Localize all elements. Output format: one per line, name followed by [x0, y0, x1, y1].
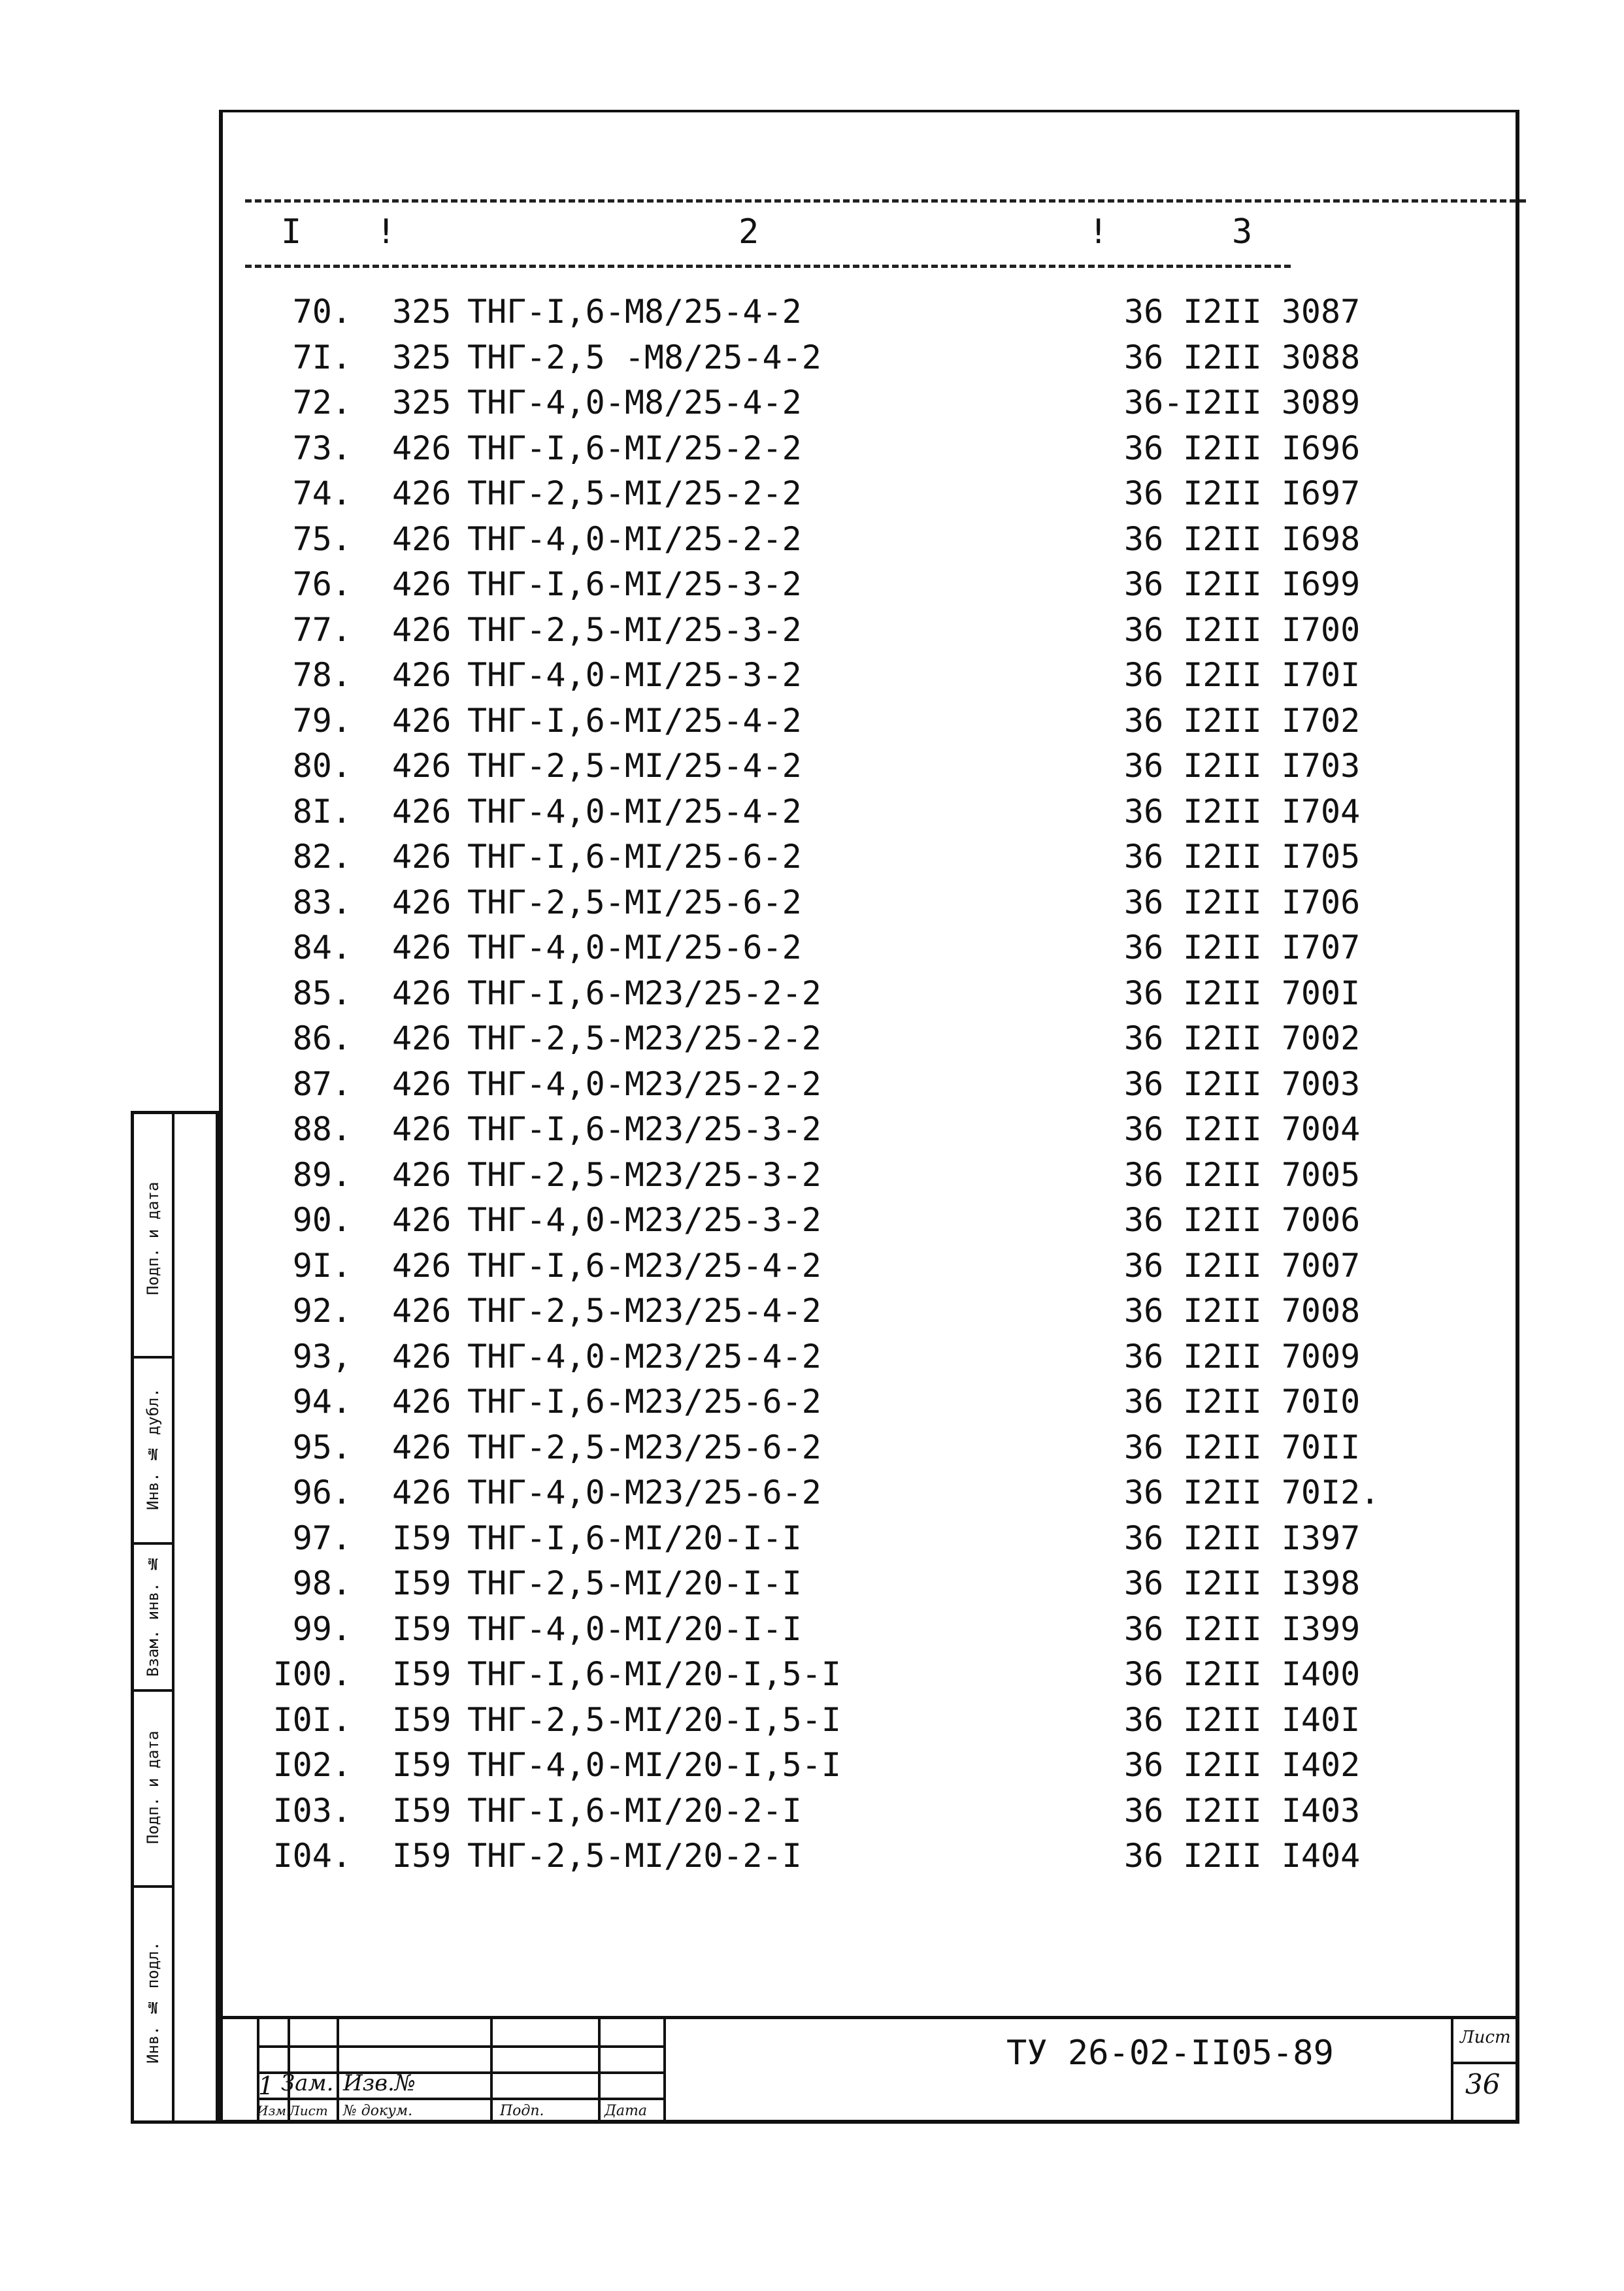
table-row	[0, 1564, 1624, 1610]
row-name: ТНГ-4,0-М23/25-3-2	[467, 1201, 821, 1239]
row-doc-number: 36 I2II I397	[1124, 1519, 1361, 1557]
row-name: ТНГ-2,5-М23/25-2-2	[467, 1019, 821, 1057]
row-name: ТНГ-I,6-МI/25-2-2	[467, 429, 802, 467]
row-code: 426	[392, 747, 452, 785]
row-name: ТНГ-4,0-МI/25-6-2	[467, 929, 802, 966]
row-doc-number: 36 I2II 7005	[1124, 1155, 1361, 1194]
row-number: 98.	[292, 1564, 352, 1602]
row-doc-number: 36 I2II 7007	[1124, 1246, 1361, 1285]
row-name: ТНГ-I,6-МI/20-I,5-I	[467, 1655, 841, 1693]
sheet-label: Лист	[1460, 2028, 1511, 2047]
row-number: 87.	[292, 1064, 352, 1103]
row-name: ТНГ-2,5 -М8/25-4-2	[467, 338, 821, 376]
row-code: I59	[392, 1655, 452, 1693]
row-number: 80.	[292, 747, 352, 785]
row-number: I00.	[273, 1655, 352, 1693]
row-doc-number: 36 I2II I699	[1124, 565, 1361, 603]
row-doc-number: 36 I2II I402	[1124, 1746, 1361, 1784]
table-row	[0, 1474, 1624, 1519]
row-code: 426	[392, 1428, 452, 1466]
row-doc-number: 36-I2II 3089	[1124, 384, 1361, 421]
row-number: 79.	[292, 701, 352, 740]
row-name: ТНГ-4,0-М23/25-2-2	[467, 1064, 821, 1103]
table-row	[0, 474, 1624, 520]
row-doc-number: 36 I2II I404	[1124, 1837, 1361, 1875]
row-number: 90.	[292, 1201, 352, 1239]
row-number: 86.	[292, 1019, 352, 1057]
row-code: 426	[392, 1155, 452, 1194]
table-row	[0, 1156, 1624, 1202]
row-doc-number: 36 I2II 7008	[1124, 1292, 1361, 1330]
row-number: I02.	[273, 1746, 352, 1784]
row-code: 426	[392, 519, 452, 558]
table-row	[0, 1837, 1624, 1883]
table-row	[0, 1792, 1624, 1838]
row-name: ТНГ-I,6-М23/25-6-2	[467, 1383, 821, 1421]
row-doc-number: 36 I2II 7002	[1124, 1019, 1361, 1057]
row-name: ТНГ-I,6-М23/25-2-2	[467, 974, 821, 1012]
table-row	[0, 338, 1624, 384]
col-sign: Подп.	[500, 2103, 544, 2119]
row-number: 73.	[292, 429, 352, 467]
row-name: ТНГ-I,6-М8/25-4-2	[467, 293, 802, 331]
row-doc-number: 36 I2II 700I	[1124, 974, 1361, 1012]
table-row	[0, 1338, 1624, 1383]
row-doc-number: 36 I2II I40I	[1124, 1700, 1361, 1739]
row-number: 99.	[292, 1609, 352, 1648]
row-number: 9I.	[292, 1246, 352, 1285]
table-row	[0, 1519, 1624, 1565]
side-label-dup-inv: Инв. № дубл.	[144, 1388, 162, 1510]
row-name: ТНГ-2,5-МI/25-3-2	[467, 610, 802, 649]
change-notice: Изв.№	[343, 2070, 416, 2096]
row-number: 97.	[292, 1519, 352, 1557]
col-date: Дата	[605, 2103, 647, 2119]
row-number: I0I.	[273, 1700, 352, 1739]
row-code: I59	[392, 1791, 452, 1830]
table-row	[0, 1019, 1624, 1065]
row-code: 426	[392, 610, 452, 649]
row-doc-number: 36 I2II 3088	[1124, 338, 1361, 376]
sheet-number-box	[1451, 2016, 1519, 2124]
document-number: ТУ 26-02-II05-89	[1006, 2034, 1334, 2073]
row-code: 426	[392, 838, 452, 876]
row-code: 426	[392, 1110, 452, 1148]
row-doc-number: 36 I2II I700	[1124, 610, 1361, 649]
table-row	[0, 1065, 1624, 1111]
row-number: 88.	[292, 1110, 352, 1148]
row-doc-number: 36 I2II 7006	[1124, 1201, 1361, 1239]
row-code: 426	[392, 1383, 452, 1421]
row-code: I59	[392, 1609, 452, 1648]
row-number: I03.	[273, 1791, 352, 1830]
side-margin-box	[131, 1111, 219, 2124]
row-number: 7I.	[292, 338, 352, 376]
table-row	[0, 974, 1624, 1020]
row-name: ТНГ-4,0-МI/20-I-I	[467, 1609, 802, 1648]
row-doc-number: 36 I2II 70I2.	[1124, 1474, 1380, 1511]
table-row	[0, 1655, 1624, 1701]
row-number: 89.	[292, 1155, 352, 1194]
table-row	[0, 1247, 1624, 1293]
row-code: 325	[392, 293, 452, 331]
row-number: 85.	[292, 974, 352, 1012]
table-row	[0, 293, 1624, 338]
row-name: ТНГ-2,5-МI/25-6-2	[467, 883, 802, 921]
row-name: ТНГ-I,6-М23/25-4-2	[467, 1246, 821, 1285]
table-row	[0, 1701, 1624, 1747]
row-number: 93,	[292, 1337, 352, 1376]
row-code: I59	[392, 1746, 452, 1784]
table-row	[0, 1610, 1624, 1656]
col-doc: № докум.	[343, 2103, 413, 2119]
row-code: I59	[392, 1700, 452, 1739]
table-row	[0, 838, 1624, 883]
row-code: I59	[392, 1519, 452, 1557]
row-doc-number: 36 I2II I697	[1124, 474, 1361, 512]
row-name: ТНГ-4,0-МI/25-4-2	[467, 792, 802, 831]
table-row	[0, 1292, 1624, 1338]
row-name: ТНГ-2,5-МI/20-I-I	[467, 1564, 802, 1602]
row-code: 426	[392, 565, 452, 603]
row-doc-number: 36 I2II I704	[1124, 792, 1361, 831]
row-code: 426	[392, 929, 452, 966]
row-name: ТНГ-I,6-МI/20-2-I	[467, 1791, 802, 1830]
header-separator-1: !	[376, 212, 397, 252]
row-code: I59	[392, 1837, 452, 1875]
row-doc-number: 36 I2II I400	[1124, 1655, 1361, 1693]
row-doc-number: 36 I2II 3087	[1124, 293, 1361, 331]
row-number: 72.	[292, 384, 352, 421]
row-number: 83.	[292, 883, 352, 921]
table-row	[0, 1110, 1624, 1156]
row-number: 76.	[292, 565, 352, 603]
row-number: 78.	[292, 656, 352, 694]
row-name: ТНГ-I,6-МI/25-4-2	[467, 701, 802, 740]
row-number: I04.	[273, 1837, 352, 1875]
row-code: 426	[392, 1474, 452, 1511]
row-name: ТНГ-4,0-МI/25-3-2	[467, 656, 802, 694]
header-top-dashes	[245, 199, 1526, 203]
table-row	[0, 1201, 1624, 1247]
row-name: ТНГ-4,0-М8/25-4-2	[467, 384, 802, 421]
table-row	[0, 611, 1624, 657]
side-label-sign-date-1: Подп. и дата	[144, 1181, 162, 1295]
table-row	[0, 1428, 1624, 1474]
row-number: 96.	[292, 1474, 352, 1511]
row-name: ТНГ-2,5-М23/25-3-2	[467, 1155, 821, 1194]
row-name: ТНГ-I,6-МI/20-I-I	[467, 1519, 802, 1557]
row-code: 426	[392, 792, 452, 831]
header-separator-2: !	[1088, 212, 1109, 252]
row-code: I59	[392, 1564, 452, 1602]
side-label-replace-inv: Взам. инв. №	[144, 1555, 162, 1677]
row-doc-number: 36 I2II 7009	[1124, 1337, 1361, 1376]
row-code: 426	[392, 701, 452, 740]
side-label-orig-inv: Инв. № подл.	[144, 1941, 162, 2064]
table-row	[0, 656, 1624, 702]
table-row	[0, 929, 1624, 974]
header-bottom-dashes	[245, 265, 1291, 268]
row-number: 92.	[292, 1292, 352, 1330]
sheet-number: 36	[1465, 2068, 1500, 2100]
row-name: ТНГ-2,5-МI/20-I,5-I	[467, 1700, 841, 1739]
row-doc-number: 36 I2II I696	[1124, 429, 1361, 467]
row-code: 426	[392, 1064, 452, 1103]
side-label-sign-date-2: Подп. и дата	[144, 1730, 162, 1844]
row-code: 426	[392, 656, 452, 694]
row-name: ТНГ-2,5-МI/20-2-I	[467, 1837, 802, 1875]
top-border	[219, 110, 1369, 112]
row-code: 426	[392, 1337, 452, 1376]
row-doc-number: 36 I2II 70I0	[1124, 1383, 1361, 1421]
row-number: 75.	[292, 519, 352, 558]
change-number: 1	[258, 2071, 274, 2100]
row-doc-number: 36 I2II I706	[1124, 883, 1361, 921]
row-name: ТНГ-2,5-М23/25-6-2	[467, 1428, 821, 1466]
row-doc-number: 36 I2II I70I	[1124, 656, 1361, 694]
row-code: 426	[392, 1292, 452, 1330]
header-col-1: I	[281, 212, 302, 252]
table-row	[0, 384, 1624, 429]
table-row	[0, 747, 1624, 793]
row-name: ТНГ-4,0-МI/25-2-2	[467, 519, 802, 558]
header-col-3: 3	[1232, 212, 1253, 252]
row-name: ТНГ-4,0-М23/25-4-2	[467, 1337, 821, 1376]
row-code: 426	[392, 429, 452, 467]
row-code: 426	[392, 1246, 452, 1285]
table-row	[0, 793, 1624, 838]
row-code: 426	[392, 1201, 452, 1239]
row-name: ТНГ-2,5-М23/25-4-2	[467, 1292, 821, 1330]
row-code: 325	[392, 338, 452, 376]
table-row	[0, 565, 1624, 611]
row-code: 325	[392, 384, 452, 421]
row-code: 426	[392, 974, 452, 1012]
col-list: Лист	[289, 2103, 328, 2118]
row-doc-number: 36 I2II I705	[1124, 838, 1361, 876]
row-name: ТНГ-I,6-М23/25-3-2	[467, 1110, 821, 1148]
row-code: 426	[392, 474, 452, 512]
row-number: 84.	[292, 929, 352, 966]
row-doc-number: 36 I2II I698	[1124, 519, 1361, 558]
row-number: 77.	[292, 610, 352, 649]
row-number: 74.	[292, 474, 352, 512]
table-row	[0, 883, 1624, 929]
table-row	[0, 702, 1624, 748]
row-name: ТНГ-2,5-МI/25-2-2	[467, 474, 802, 512]
row-name: ТНГ-4,0-МI/20-I,5-I	[467, 1746, 841, 1784]
row-name: ТНГ-I,6-МI/25-3-2	[467, 565, 802, 603]
row-number: 95.	[292, 1428, 352, 1466]
row-doc-number: 36 I2II I702	[1124, 701, 1361, 740]
table-row	[0, 520, 1624, 566]
row-doc-number: 36 I2II I703	[1124, 747, 1361, 785]
row-name: ТНГ-I,6-МI/25-6-2	[467, 838, 802, 876]
row-code: 426	[392, 1019, 452, 1057]
row-doc-number: 36 I2II 7003	[1124, 1064, 1361, 1103]
row-doc-number: 36 I2II I707	[1124, 929, 1361, 966]
table-row	[0, 1746, 1624, 1792]
spec-table	[0, 293, 1624, 1883]
table-row	[0, 429, 1624, 475]
row-doc-number: 36 I2II I403	[1124, 1791, 1361, 1830]
row-doc-number: 36 I2II 70II	[1124, 1428, 1361, 1466]
row-doc-number: 36 I2II I398	[1124, 1564, 1361, 1602]
row-number: 8I.	[292, 792, 352, 831]
col-izm: Изм.	[257, 2103, 291, 2118]
row-number: 82.	[292, 838, 352, 876]
row-doc-number: 36 I2II I399	[1124, 1609, 1361, 1648]
header-col-2: 2	[738, 212, 759, 252]
row-number: 94.	[292, 1383, 352, 1421]
table-row	[0, 1383, 1624, 1428]
row-doc-number: 36 I2II 7004	[1124, 1110, 1361, 1148]
change-label: Зам.	[281, 2070, 334, 2096]
row-name: ТНГ-4,0-М23/25-6-2	[467, 1474, 821, 1511]
row-name: ТНГ-2,5-МI/25-4-2	[467, 747, 802, 785]
row-number: 70.	[292, 293, 352, 331]
row-code: 426	[392, 883, 452, 921]
